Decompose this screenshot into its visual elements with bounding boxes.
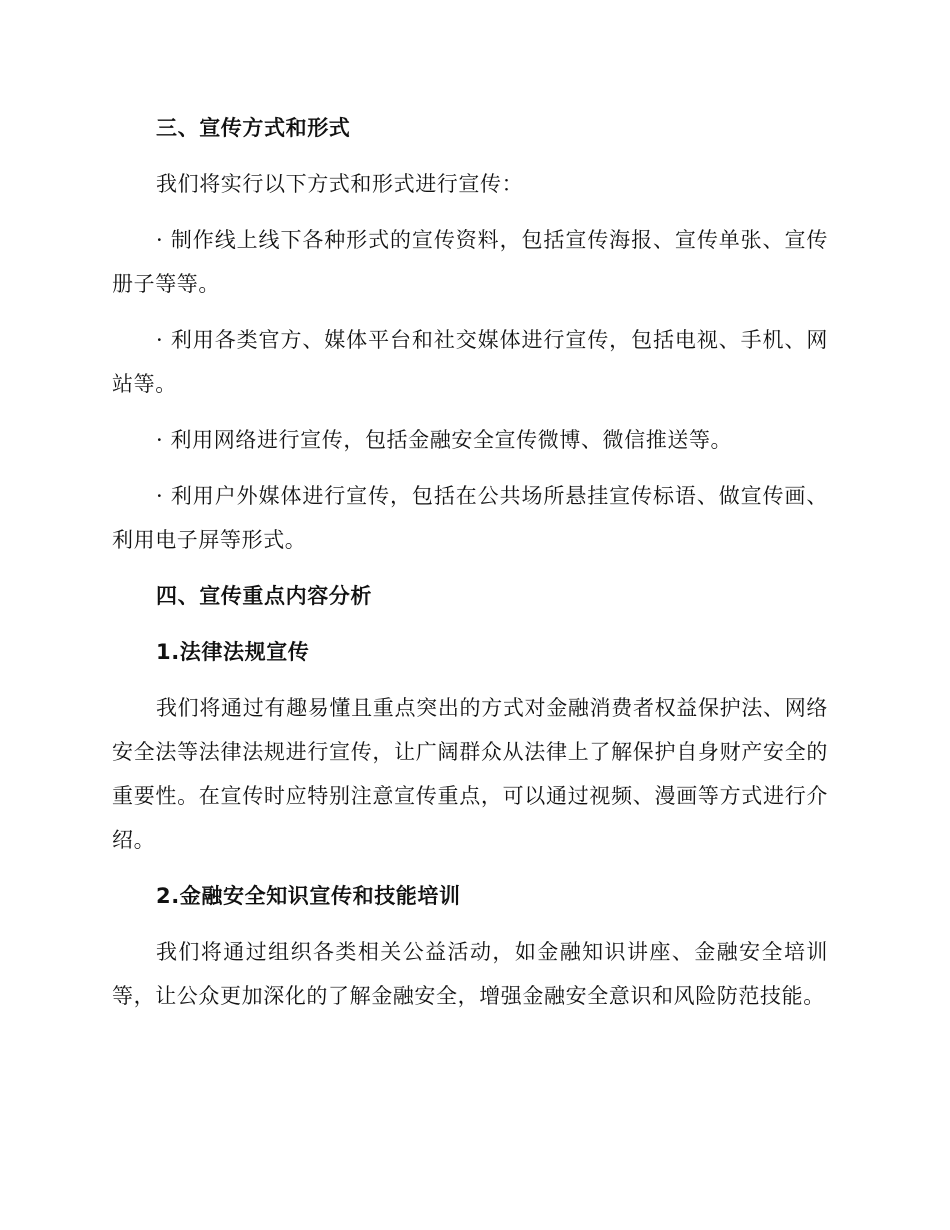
bullet-item: · 利用户外媒体进行宣传，包括在公共场所悬挂宣传标语、做宣传画、利用电子屏等形式。 xyxy=(112,484,828,552)
section-heading-4: 四、宣传重点内容分析 xyxy=(156,584,372,608)
document-body xyxy=(112,106,828,1018)
bullet-item: · 制作线上线下各种形式的宣传资料，包括宣传海报、宣传单张、宣传册子等等。 xyxy=(112,228,828,296)
subsection-heading-2: 2.金融安全知识宣传和技能培训 xyxy=(156,884,461,908)
section-intro: 我们将实行以下方式和形式进行宣传： xyxy=(156,172,524,196)
subsection-body-1: 我们将通过有趣易懂且重点突出的方式对金融消费者权益保护法、网络安全法等法律法规进行宣传，让广阔群众从法律上了解保护自身财产安全的重要性。在宣传时应特别注意宣传重点，可以通过视频、漫画等方式进行介绍。 xyxy=(112,696,828,852)
bullet-item: · 利用各类官方、媒体平台和社交媒体进行宣传，包括电视、手机、网站等。 xyxy=(112,328,828,396)
subsection-body-2: 我们将通过组织各类相关公益活动，如金融知识讲座、金融安全培训等，让公众更加深化的了解金融安全，增强金融安全意识和风险防范技能。 xyxy=(112,940,828,1008)
bullet-item: · 利用网络进行宣传，包括金融安全宣传微博、微信推送等。 xyxy=(156,428,733,452)
subsection-heading-1: 1.法律法规宣传 xyxy=(156,640,310,664)
section-heading-3: 三、宣传方式和形式 xyxy=(156,116,351,140)
